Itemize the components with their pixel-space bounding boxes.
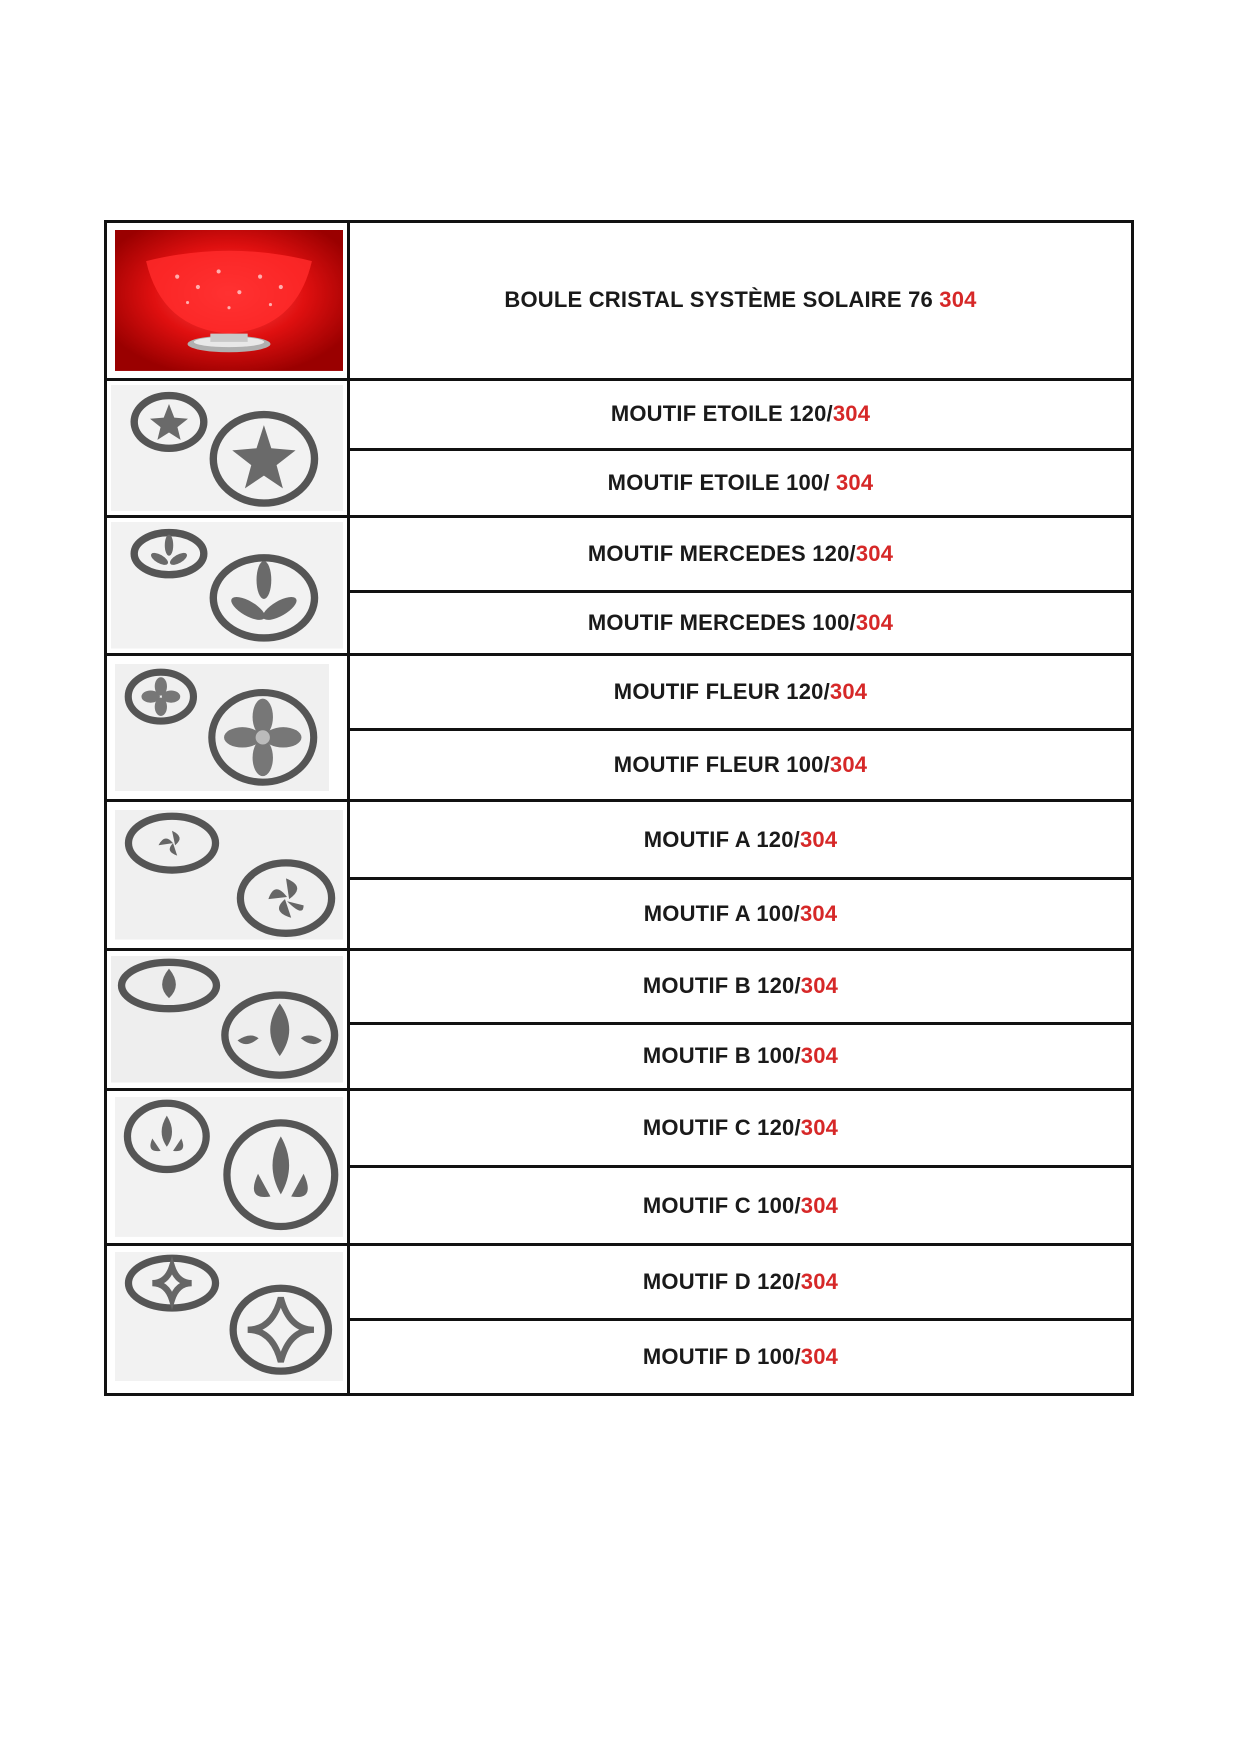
tulip-motif-rings-image [115, 1097, 343, 1237]
product-label: MOUTIF A 100/304 [349, 878, 1133, 949]
product-label: MOUTIF FLEUR 100/304 [349, 730, 1133, 801]
table-row [106, 655, 1133, 730]
product-label: MOUTIF B 100/304 [349, 1023, 1133, 1089]
material-code: 304 [800, 1192, 839, 1218]
material-code: 304 [799, 826, 838, 852]
product-image-cell [106, 1244, 349, 1395]
product-image-cell [106, 1089, 349, 1244]
product-label: BOULE CRISTAL SYSTÈME SOLAIRE 76 304 [349, 222, 1133, 380]
mercedes-motif-rings-image [111, 522, 343, 649]
material-code: 304 [829, 752, 868, 778]
product-image-cell [106, 655, 349, 801]
material-code: 304 [800, 1115, 839, 1141]
material-code: 304 [800, 1268, 839, 1294]
table-row [106, 1089, 1133, 1166]
red-crystal-bowl-image [115, 230, 343, 371]
material-code: 304 [800, 1043, 839, 1069]
table-row [106, 801, 1133, 878]
product-label: MOUTIF MERCEDES 120/304 [349, 517, 1133, 591]
material-code: 304 [939, 287, 977, 313]
material-code: 304 [855, 541, 894, 567]
product-image-cell [106, 222, 349, 380]
product-label: MOUTIF C 100/304 [349, 1167, 1133, 1244]
product-label: MOUTIF C 120/304 [349, 1089, 1133, 1166]
product-label: MOUTIF D 100/304 [349, 1320, 1133, 1395]
product-image-cell [106, 801, 349, 950]
material-code: 304 [799, 900, 838, 926]
material-code: 304 [832, 401, 871, 427]
product-image-cell [106, 949, 349, 1089]
diamond-motif-rings-image [115, 1252, 343, 1382]
product-label: MOUTIF A 120/304 [349, 801, 1133, 878]
star-motif-rings-image [111, 385, 343, 512]
product-image-cell [106, 379, 349, 517]
product-label: MOUTIF ETOILE 100/ 304 [349, 449, 1133, 517]
product-catalog-table [104, 220, 1134, 1396]
product-image-cell [106, 517, 349, 655]
material-code: 304 [829, 679, 868, 705]
flower-motif-rings-image [115, 664, 329, 791]
leaf-motif-rings-image [111, 956, 343, 1083]
product-label: MOUTIF MERCEDES 100/304 [349, 591, 1133, 654]
table-row [106, 379, 1133, 449]
material-code: 304 [836, 470, 874, 496]
product-label: MOUTIF D 120/304 [349, 1244, 1133, 1319]
material-code: 304 [855, 609, 894, 635]
table-row [106, 517, 1133, 591]
swirl-motif-rings-image [115, 810, 343, 940]
material-code: 304 [800, 1344, 839, 1370]
product-label: MOUTIF ETOILE 120/304 [349, 379, 1133, 449]
table-row [106, 222, 1133, 380]
table-row [106, 1244, 1133, 1319]
table-row [106, 949, 1133, 1023]
product-label: MOUTIF FLEUR 120/304 [349, 655, 1133, 730]
product-label: MOUTIF B 120/304 [349, 949, 1133, 1023]
material-code: 304 [800, 973, 839, 999]
